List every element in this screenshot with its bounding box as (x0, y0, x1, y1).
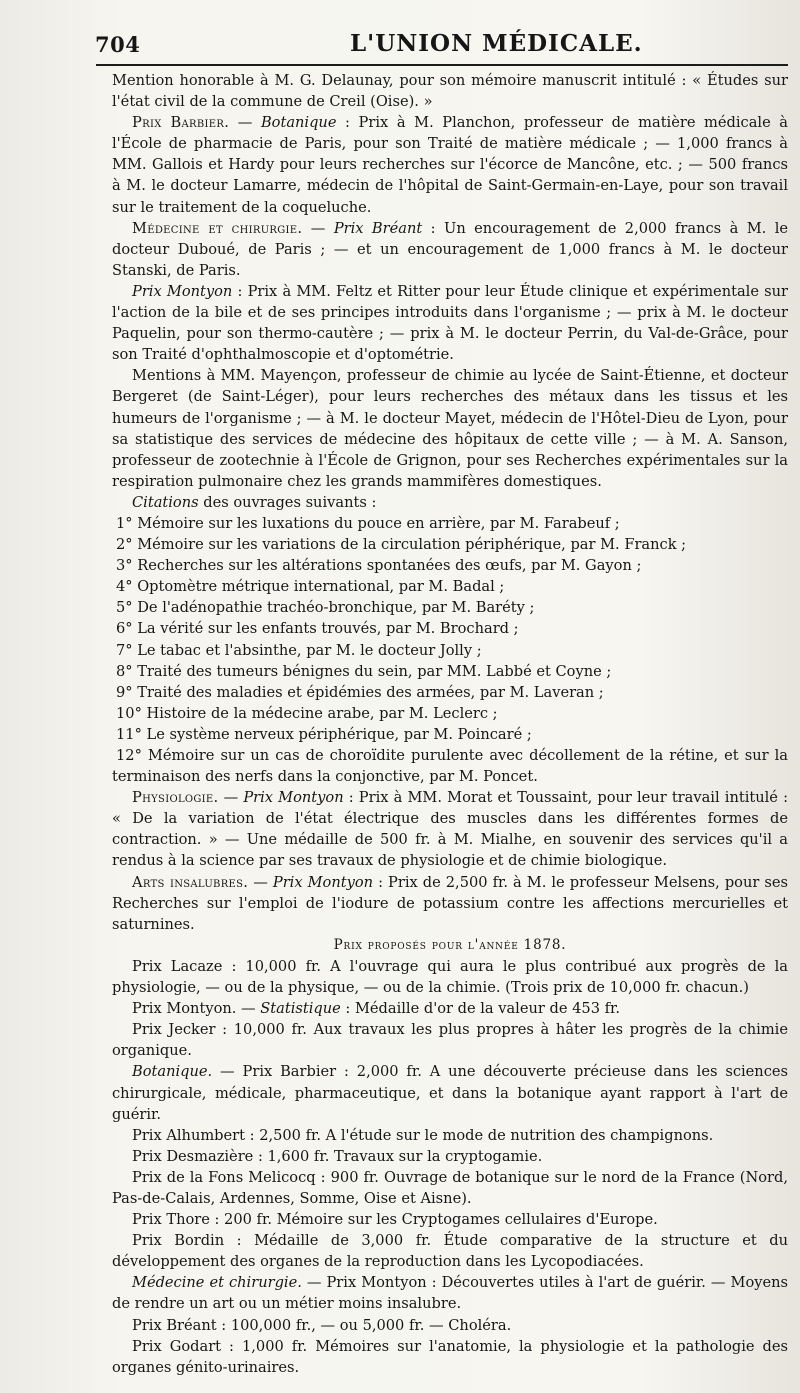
prize-awards-section (112, 70, 788, 513)
citation-item: 2° Mémoire sur les variations de la circulation périphérique, par M. Franck ; (116, 536, 687, 554)
paragraph-text: : Prix à MM. Morat et Toussaint, pour leur travail intitulé : « De la variation de l'état électrique des muscles dans les différentes formes de contraction. » — Une médaille de 500 fr. à M. Mialhe, en souvenir des services qu'il a rendus à la science par ses travaux de physiologie et de chimie biologique. (112, 789, 788, 870)
paragraph-alhumbert: Prix Alhumbert : 2,500 fr. A l'étude sur le mode de nutrition des champignons. (132, 1126, 714, 1144)
document-body (112, 70, 788, 1378)
citation-item: 5° De l'adénopathie trachéo-bronchique, par M. Baréty ; (116, 599, 535, 617)
paragraph-text: — Prix Barbier : 2,000 fr. A une découverte précieuse dans les sciences chirurgicale, médicale, pharmaceutique, et dans la botanique ayant rapport à l'art de guérir. (112, 1063, 788, 1123)
paragraph-text: : Prix à MM. Feltz et Ritter pour leur Étude clinique et expérimentale sur l'action de la bile et de ses principes introduits dans l'organisme ; — prix à M. le docteur Paquelin, pour son thermo-cautère ; — prix à M. le docteur Perrin, du Val-de-Grâce, pour son Traité d'ophthalmoscopie et d'optométrie. (112, 282, 789, 364)
page-header (95, 28, 785, 60)
citations-list (112, 513, 788, 787)
citation-item: 10° Histoire de la médecine arabe, par M. Leclerc ; (116, 704, 498, 722)
paragraph-bordin: Prix Bordin : Médaille de 3,000 fr. Étude comparative de la structure et du développement des organes de la reproduction dans les Lycopodiacées. (112, 1232, 788, 1271)
section-label: Arts insalubres. (132, 873, 249, 891)
citation-item: 1° Mémoire sur les luxations du pouce en arrière, par M. Farabeuf ; (116, 514, 620, 532)
section-label: Physiologie. (132, 789, 219, 807)
paragraph-text: des ouvrages suivants : (198, 493, 377, 511)
citation-item: 8° Traité des tumeurs bénignes du sein, par MM. Labbé et Coyne ; (116, 662, 612, 680)
paragraph-thore: Prix Thore : 200 fr. Mémoire sur les Cryptogames cellulaires d'Europe. (132, 1211, 658, 1229)
running-title: L'UNION MÉDICALE. (350, 30, 643, 57)
proposed-prizes-section (112, 956, 788, 1378)
header-rule (96, 64, 788, 66)
other-awards-section (112, 787, 788, 935)
section-label: Prix Barbier. (132, 114, 230, 132)
citation-item: 9° Traité des maladies et épidémies des armées, par M. Laveran ; (116, 683, 604, 701)
prize-category: Statistique (260, 1000, 341, 1018)
paragraph-text: : Un encouragement de 2,000 francs à M. le docteur Duboué, de Paris ; — et un encouragement de 1,000 francs à M. le docteur Stanski, de Paris. (112, 219, 789, 279)
prize-name: Prix Montyon (132, 282, 233, 300)
prize-label: Prix Montyon. — (132, 1000, 261, 1018)
prize-name: Prix Bréant (333, 219, 423, 237)
paragraph-text: : Médaille d'or de la valeur de 453 fr. (340, 1000, 621, 1018)
paragraph-delaunay: Mention honorable à M. G. Delaunay, pour son mémoire manuscrit intitulé : « Études sur l'état civil de la commune de Creil (Oise). » (112, 72, 788, 111)
citation-item: 7° Le tabac et l'absinthe, par M. le docteur Jolly ; (116, 641, 482, 659)
paragraph-breant: Médecine et chirurgie. — Prix Bréant : Un encouragement de 2,000 francs à M. le docteur Duboué, de Paris ; — et un encouragement de 1,000 francs à M. le docteur Stanski, de Paris. (112, 219, 789, 279)
paragraph-mentions: Mentions à MM. Mayençon, professeur de chimie au lycée de Saint-Étienne, et docteur Bergeret (de Saint-Léger), pour leurs recherches des métaux dans les tissus et les humeurs de l'organisme ; — à M. le docteur Mayet, médecin de l'Hôtel-Dieu de Lyon, pour sa statistique des services de médecine des hôpitaux de cette ville ; — à M. A. Sanson, professeur de zootechnie à l'École de Grignon, pour ses Recherches expérimentales sur la respiration pulmonaire chez les grands mammifères domestiques. (112, 367, 788, 490)
citation-item: 12° Mémoire sur un cas de choroïdite purulente avec décollement de la rétine, et sur la terminaison des nerfs dans la conjonctive, par M. Poncet. (112, 747, 788, 786)
section-title: Prix proposés pour l'année 1878. (333, 936, 567, 953)
paragraph-citations (112, 492, 788, 513)
paragraph-breant2: Prix Bréant : 100,000 fr., — ou 5,000 fr. — Choléra. (132, 1316, 512, 1334)
paragraph-medchir (112, 1272, 788, 1314)
paragraph-montyon (112, 281, 788, 365)
paragraph-lacaze: Prix Lacaze : 10,000 fr. A l'ouvrage qui aura le plus contribué aux progrès de la physiologie, — ou de la physique, — ou de la chimie. (Trois prix de 10,000 fr. chacun.) (112, 957, 788, 997)
page-number: 704 (95, 32, 141, 57)
paragraph-text: — Prix Montyon : Découvertes utiles à l'art de guérir. — Moyens de rendre un art ou un métier moins insalubre. (112, 1274, 788, 1313)
citation-item: 6° La vérité sur les enfants trouvés, par M. Brochard ; (116, 620, 519, 638)
prize-name: Citations (132, 493, 199, 511)
citation-item: 11° Le système nerveux périphérique, par M. Poincaré ; (116, 725, 532, 743)
prize-name: Botanique (260, 114, 337, 132)
section-label: Médecine et chirurgie. (132, 219, 303, 237)
citation-item: 3° Recherches sur les altérations spontanées des œufs, par M. Gayon ; (116, 557, 642, 575)
paragraph-fons: Prix de la Fons Melicocq : 900 fr. Ouvrage de botanique sur le nord de la France (Nord, Pas-de-Calais, Ardennes, Somme, Oise et Aisne). (112, 1168, 788, 1207)
prize-name: Médecine et chirurgie. (132, 1274, 302, 1292)
paragraph-barbier: Prix Barbier. — Botanique : Prix à M. Planchon, professeur de matière médicale à l'École de pharmacie de Paris, pour son Traité de matière médicale ; — 1,000 francs à MM. Gallois et Hardy pour leurs recherches sur l'écorce de Mancône, etc. ; — 500 francs à M. le docteur Lamarre, médecin de l'hôpital de Saint-Germain-en-Laye, pour son travail sur le traitement de la coqueluche. (112, 114, 789, 216)
paragraph-godart: Prix Godart : 1,000 fr. Mémoires sur l'anatomie, la physiologie et la pathologie des organes génito-urinaires. (112, 1337, 788, 1376)
prize-name: Botanique. (132, 1063, 213, 1081)
citation-item: 4° Optomètre métrique international, par M. Badal ; (116, 578, 505, 596)
paragraph-jecker: Prix Jecker : 10,000 fr. Aux travaux les plus propres à hâter les progrès de la chimie organique. (112, 1021, 788, 1060)
paragraph-text: : Prix de 2,500 fr. à M. le professeur Melsens, pour ses Recherches sur l'emploi de l'iodure de potassium contre les affections mercurielles et saturnines. (112, 873, 788, 933)
prize-name: Prix Montyon (272, 873, 374, 891)
paragraph-insalubres: Arts insalubres. — Prix Montyon : Prix de 2,500 fr. à M. le professeur Melsens, pour ses Recherches sur l'emploi de l'iodure de potassium contre les affections mercurielles et saturnines. (112, 873, 788, 933)
prize-name: Prix Montyon (243, 789, 344, 807)
paragraph-physiologie: Physiologie. — Prix Montyon : Prix à MM. Morat et Toussaint, pour leur travail intitulé : « De la variation de l'état électrique des muscles dans les différentes formes de contraction. » — Une médaille de 500 fr. à M. Mialhe, en souvenir des services qu'il a rendus à la science par ses travaux de physiologie et de chimie biologique. (112, 789, 788, 870)
paragraph-barbier2 (112, 1061, 788, 1124)
paragraph-montyon2 (112, 998, 788, 1019)
paragraph-text: : Prix à M. Planchon, professeur de matière médicale à l'École de pharmacie de Paris, pour son Traité de matière médicale ; — 1,000 francs à MM. Gallois et Hardy pour leurs recherches sur l'écorce de Mancône, etc. ; — 500 francs à M. le docteur Lamarre, médecin de l'hôpital de Saint-Germain-en-Laye, pour son travail sur le traitement de la coqueluche. (112, 114, 789, 216)
paragraph-desmaziere: Prix Desmazière : 1,600 fr. Travaux sur la cryptogamie. (132, 1147, 543, 1165)
